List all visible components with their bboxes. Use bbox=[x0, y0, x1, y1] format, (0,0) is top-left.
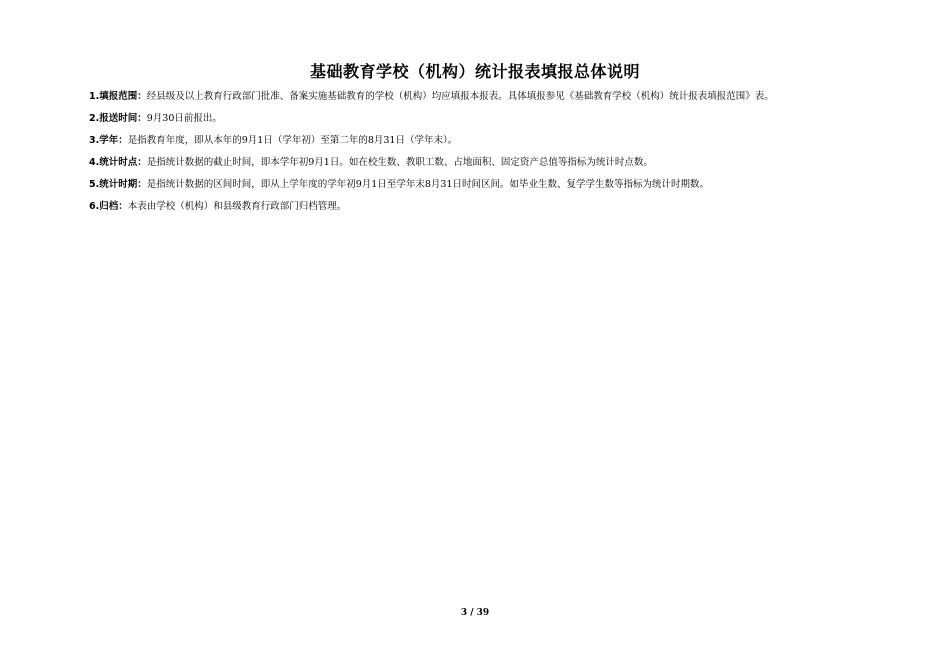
page-title: 基础教育学校（机构）统计报表填报总体说明 bbox=[309, 62, 640, 81]
item-number: 4. bbox=[89, 157, 100, 168]
instruction-item-archiving bbox=[89, 196, 869, 218]
instruction-item-time-point bbox=[89, 152, 869, 174]
item-text: 9月30日前报出。 bbox=[146, 113, 222, 124]
instruction-item-submission-time bbox=[89, 108, 869, 130]
item-number: 2. bbox=[89, 113, 100, 124]
item-number: 1. bbox=[89, 91, 100, 102]
item-text: 本表由学校（机构）和县级教育行政部门归档管理。 bbox=[127, 201, 347, 212]
item-label: 归档： bbox=[99, 201, 128, 212]
item-label: 填报范围： bbox=[99, 91, 147, 102]
item-label: 学年： bbox=[99, 135, 128, 146]
item-label: 统计时点： bbox=[99, 157, 147, 168]
instruction-item-school-year bbox=[89, 130, 869, 152]
item-label: 报送时间： bbox=[99, 113, 147, 124]
item-text: 经县级及以上教育行政部门批准、备案实施基础教育的学校（机构）均应填报本报表。具体填报参见《基础教育学校（机构）统计报表填报范围》表。 bbox=[146, 91, 774, 102]
item-number: 5. bbox=[89, 179, 100, 190]
item-number: 3. bbox=[89, 135, 100, 146]
item-text: 是指统计数据的区间时间，即从上学年度的学年初9月1日至学年末8月31日时间区间。如毕业生数、复学学生数等指标为统计时期数。 bbox=[146, 179, 709, 190]
page-number: 3 / 39 bbox=[460, 608, 490, 618]
item-text: 是指教育年度，即从本年的9月1日（学年初）至第二年的8月31日（学年末）。 bbox=[127, 135, 458, 146]
item-number: 6. bbox=[89, 201, 100, 212]
item-label: 统计时期： bbox=[99, 179, 147, 190]
instruction-item-time-period bbox=[89, 174, 869, 196]
instruction-item-scope bbox=[89, 86, 869, 108]
instruction-list bbox=[89, 86, 869, 218]
item-text: 是指统计数据的截止时间，即本学年初9月1日。如在校生数、教职工数、占地面积、固定资产总值等指标为统计时点数。 bbox=[146, 157, 653, 168]
